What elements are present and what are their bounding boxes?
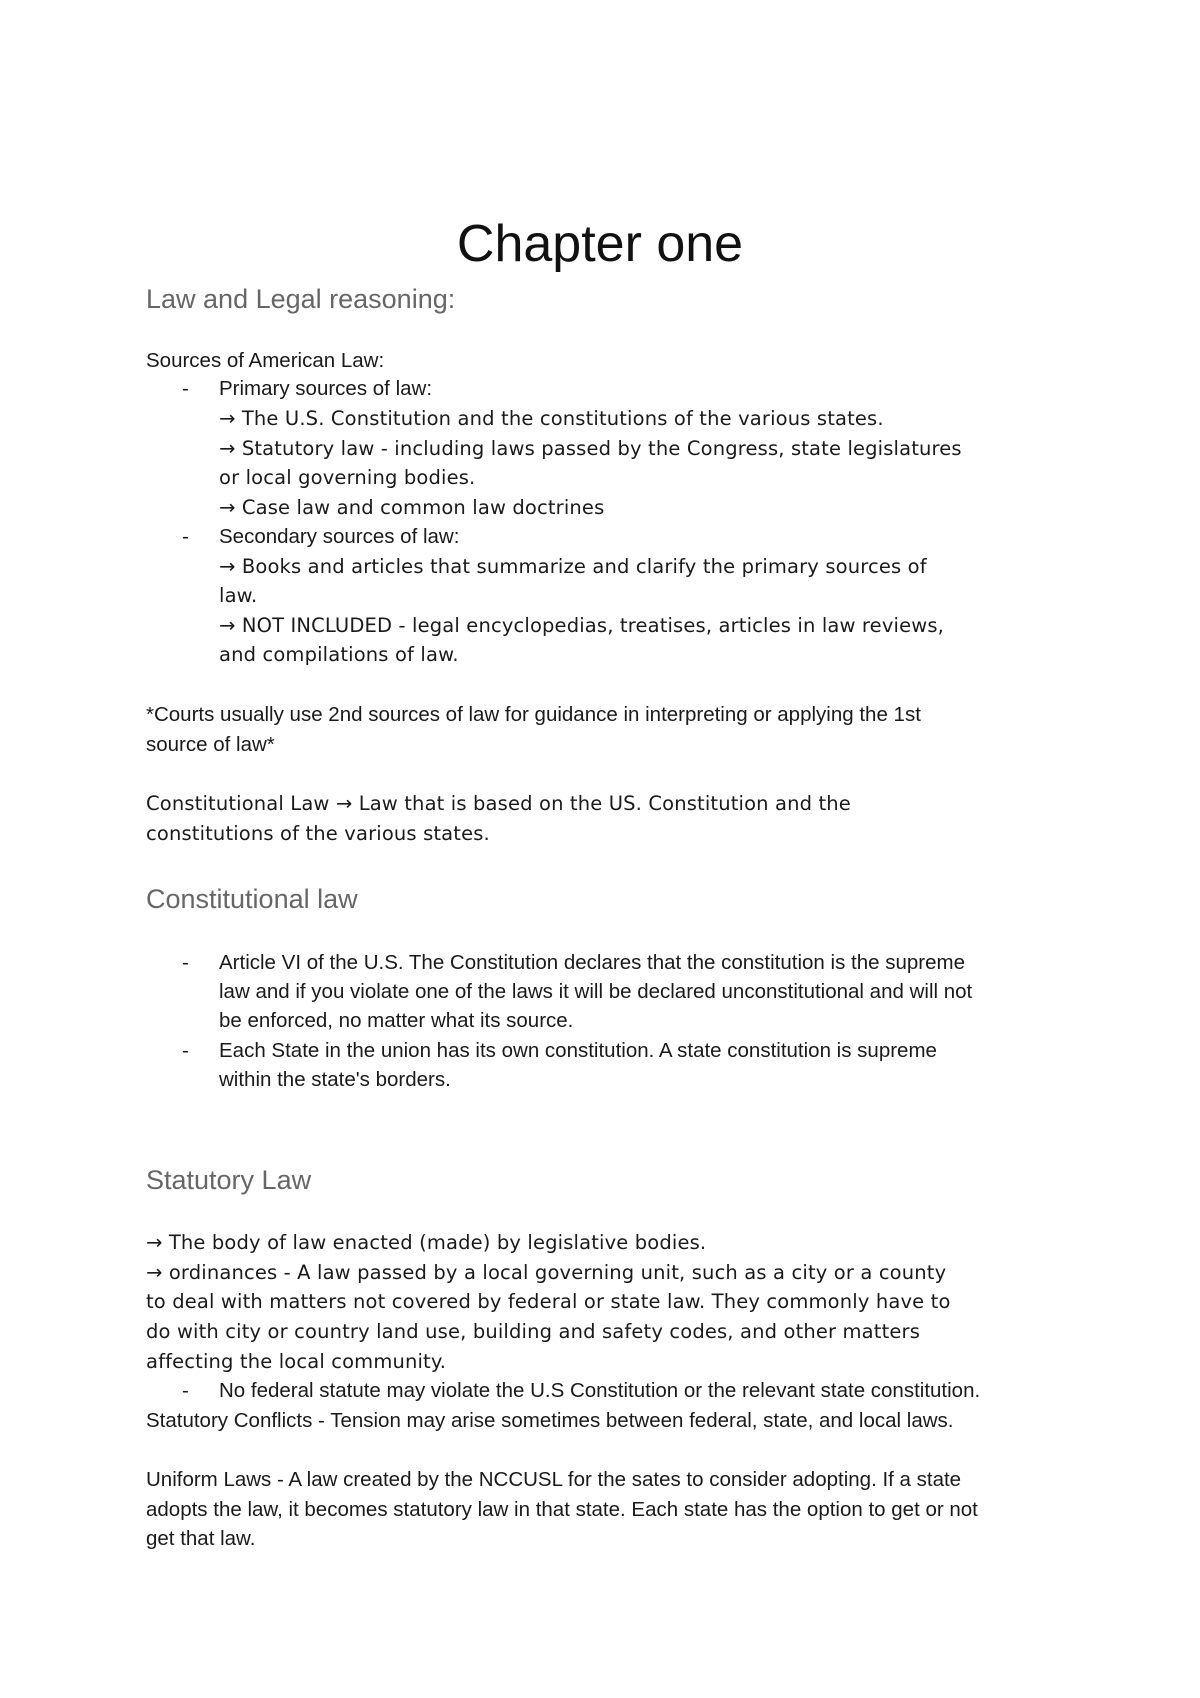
page-title: Chapter one <box>456 215 744 273</box>
constitutional-list-item-cont: law and if you violate one of the laws it will be declared unconstitutional and will not <box>219 980 973 1003</box>
secondary-source-item-cont: law. <box>219 584 258 607</box>
statutory-conflicts: Statutory Conflicts - Tension may arise sometimes between federal, state, and local laws. <box>146 1409 954 1432</box>
ordinances-definition: → ordinances - A law passed by a local governing unit, such as a city or a county <box>146 1261 947 1284</box>
courts-note: *Courts usually use 2nd sources of law for guidance in interpreting or applying the 1st <box>146 703 921 726</box>
heading-constitutional-law: Constitutional law <box>146 884 358 914</box>
secondary-source-item-cont: and compilations of law. <box>219 643 459 666</box>
primary-source-item-cont: or local governing bodies. <box>219 466 476 489</box>
constitutional-law-definition: Constitutional Law → Law that is based on the US. Constitution and the <box>146 792 851 815</box>
primary-source-item: → Statutory law - including laws passed by the Congress, state legislatures <box>219 437 962 460</box>
secondary-source-item: → NOT INCLUDED - legal encyclopedias, treatises, articles in law reviews, <box>219 614 944 637</box>
bullet-dash: - <box>182 1039 189 1062</box>
courts-note-cont: source of law* <box>146 733 275 756</box>
statutory-list-item: No federal statute may violate the U.S Constitution or the relevant state constitution. <box>219 1379 981 1402</box>
bullet-dash: - <box>182 1379 189 1402</box>
heading-statutory-law: Statutory Law <box>146 1165 312 1195</box>
constitutional-list-item: Each State in the union has its own constitution. A state constitution is supreme <box>219 1039 937 1062</box>
constitutional-list-item-cont: within the state's borders. <box>219 1068 451 1091</box>
sources-intro: Sources of American Law: <box>146 349 385 372</box>
uniform-laws-cont: get that law. <box>146 1527 256 1550</box>
secondary-sources-label: Secondary sources of law: <box>219 525 460 548</box>
ordinances-definition-cont: do with city or country land use, building and safety codes, and other matters <box>146 1320 920 1343</box>
constitutional-law-definition-cont: constitutions of the various states. <box>146 822 490 845</box>
constitutional-list-item: Article VI of the U.S. The Constitution declares that the constitution is the supreme <box>219 951 965 974</box>
primary-sources-label: Primary sources of law: <box>219 377 433 400</box>
statutory-body-definition: → The body of law enacted (made) by legislative bodies. <box>146 1231 707 1254</box>
bullet-dash: - <box>182 951 189 974</box>
primary-source-item: → Case law and common law doctrines <box>219 496 605 519</box>
bullet-dash: - <box>182 377 189 400</box>
bullet-dash: - <box>182 525 189 548</box>
ordinances-definition-cont: to deal with matters not covered by federal or state law. They commonly have to <box>146 1290 951 1313</box>
secondary-source-item: → Books and articles that summarize and clarify the primary sources of <box>219 555 927 578</box>
uniform-laws-cont: adopts the law, it becomes statutory law in that state. Each state has the option to get or not <box>146 1498 978 1521</box>
constitutional-list-item-cont: be enforced, no matter what its source. <box>219 1009 574 1032</box>
primary-source-item: → The U.S. Constitution and the constitutions of the various states. <box>219 407 884 430</box>
heading-law-and-legal-reasoning: Law and Legal reasoning: <box>146 284 456 314</box>
ordinances-definition-cont: affecting the local community. <box>146 1350 447 1373</box>
uniform-laws: Uniform Laws - A law created by the NCCUSL for the sates to consider adopting. If a state <box>146 1468 962 1491</box>
